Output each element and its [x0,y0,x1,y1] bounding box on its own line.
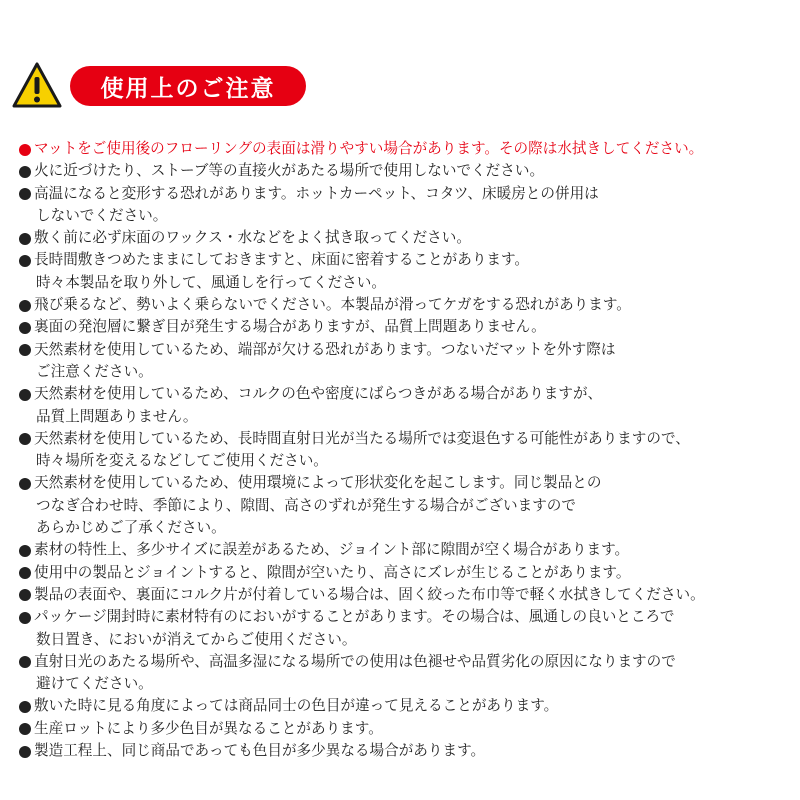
bullet-icon [19,589,31,601]
notice-text: 火に近づけたり、ストーブ等の直接火があたる場所で使用しないでください。 [34,162,545,180]
page-title: 使用上のご注意 [70,66,306,106]
notice-text: しないでください。 [36,206,168,224]
bullet-icon [19,656,31,668]
notice-text: あらかじめご了承ください。 [36,519,226,537]
notice-text: 天然素材を使用しているため、長時間直射日光が当たる場所では変退色する可能性がありますので、 [34,429,690,447]
notice-item [18,316,788,338]
notice-item [18,294,788,316]
notice-item-emphasis [18,138,788,160]
notice-text: 裏面の発泡層に繋ぎ目が発生する場合がありますが、品質上問題ありません。 [34,318,546,336]
notice-text: つなぎ合わせ時、季節により、隙間、高さのずれが発生する場合がございますので [36,496,576,514]
bullet-icon [19,344,31,356]
notice-text: 素材の特性上、多少サイズに誤差があるため、ジョイント部に隙間が空く場合があります。 [34,541,630,559]
notice-item [18,651,788,696]
bullet-icon [19,188,31,200]
notice-item [18,695,788,717]
notice-list [18,138,788,762]
bullet-icon [19,612,31,624]
notice-text: 品質上問題ありません。 [36,407,198,425]
notice-text: 避けてください。 [36,675,153,693]
bullet-icon [19,723,31,735]
notice-text: 使用中の製品とジョイントすると、隙間が空いたり、高さにズレが生じることがあります。 [34,563,631,581]
notice-text: 敷いた時に見る角度によっては商品同士の色目が違って見えることがあります。 [34,697,559,715]
bullet-icon [19,746,31,758]
bullet-icon [19,166,31,178]
notice-item [18,383,788,428]
notice-item [18,472,788,539]
notice-text: 時々本製品を取り外して、風通しを行ってください。 [36,273,386,291]
notice-text: 製品の表面や、裏面にコルク片が付着している場合は、固く絞った布巾等で軽く水拭きしてください。 [34,585,705,603]
bullet-icon [19,322,31,334]
bullet-icon [19,433,31,445]
notice-text: 天然素材を使用しているため、端部が欠ける恐れがあります。つないだマットを外す際は [34,340,616,358]
notice-item [18,183,788,228]
notice-item [18,584,788,606]
bullet-icon [19,478,31,490]
notice-text: パッケージ開封時に素材特有のにおいがすることがあります。その場合は、風通しの良いところで [34,608,675,626]
notice-item [18,718,788,740]
bullet-icon [19,255,31,267]
notice-text: 高温になると変形する恐れがあります。ホットカーペット、コタツ、床暖房との併用は [34,184,599,202]
notice-text: 時々場所を変えるなどしてご使用ください。 [36,452,328,470]
notice-text: 製造工程上、同じ商品であっても色目が多少異なる場合があります。 [34,742,486,760]
bullet-icon [19,701,31,713]
notice-text: 敷く前に必ず床面のワックス・水などをよく拭き取ってください。 [34,229,471,247]
bullet-icon [19,567,31,579]
notice-text: 飛び乗るなど、勢いよく乗らないでください。本製品が滑ってケガをする恐れがあります。 [34,296,631,314]
bullet-icon [19,144,31,156]
notice-item [18,249,788,294]
bullet-icon [19,545,31,557]
notice-text: マットをご使用後のフローリングの表面は滑りやすい場合があります。その際は水拭きしてください。 [34,140,704,157]
notice-item [18,227,788,249]
notice-item [18,160,788,182]
notice-text: ご注意ください。 [36,362,153,380]
notice-text: 天然素材を使用しているため、コルクの色や密度にばらつきがある場合がありますが、 [34,385,603,403]
notice-text: 天然素材を使用しているため、使用環境によって形状変化を起こします。同じ製品との [34,474,602,492]
bullet-icon [19,389,31,401]
notice-item [18,339,788,384]
notice-text: 直射日光のあたる場所や、高温多湿になる場所での使用は色褪せや品質劣化の原因になりますので [34,652,676,670]
notice-item [18,428,788,473]
notice-item [18,539,788,561]
notice-text: 数日置き、においが消えてからご使用ください。 [36,630,357,648]
notice-item [18,562,788,584]
notice-text: 生産ロットにより多少色目が異なることがあります。 [34,719,383,737]
notice-item [18,606,788,651]
notice-text: 長時間敷きつめたままにしておきますと、床面に密着することがあります。 [34,251,530,269]
warning-triangle-icon [12,62,62,108]
bullet-icon [19,233,31,245]
page-header [12,60,312,110]
notice-item [18,740,788,762]
bullet-icon [19,300,31,312]
